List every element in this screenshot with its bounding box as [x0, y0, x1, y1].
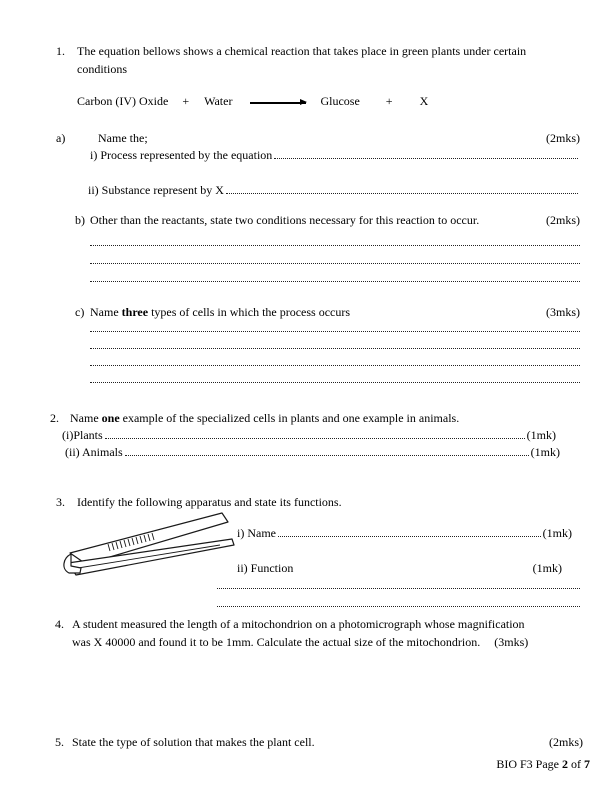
answer-line	[217, 571, 580, 589]
footer-prefix: BIO F3 Page	[496, 757, 562, 771]
equation-product-1: Glucose	[320, 94, 360, 108]
answer-line	[90, 315, 580, 332]
question-1	[56, 42, 578, 78]
answer-line	[90, 332, 580, 349]
question-1a-i-text: i) Process represented by the equation	[90, 148, 273, 162]
answer-line	[90, 366, 580, 383]
question-2-ii-text: (ii) Animals	[65, 445, 123, 459]
question-5-text: State the type of solution that makes the plant cell.	[72, 735, 315, 749]
answer-line	[217, 589, 580, 607]
question-5-number: 5.	[55, 735, 64, 749]
equation-reactant-2: Water	[204, 94, 233, 108]
question-1b-label: b)	[75, 213, 85, 227]
question-3-ii-text: ii) Function	[237, 561, 294, 575]
question-4-line2: was X 40000 and found it to be 1mm. Calculate the actual size of the mitochondrion.	[72, 635, 481, 649]
question-1b-text: Other than the reactants, state two conditions necessary for this reaction to occur.	[90, 213, 480, 227]
answer-line	[90, 228, 580, 246]
equation-plus-2: +	[385, 94, 393, 108]
question-1a-prompt: Name the;	[98, 131, 148, 145]
question-1a-label: a)	[56, 131, 66, 145]
footer-page-number: 2	[562, 757, 568, 771]
page-footer	[496, 756, 590, 773]
question-2-text-post: example of the specialized cells in plants and one example in animals.	[119, 411, 460, 425]
question-1-line1: The equation bellows shows a chemical reaction that takes place in green plants under certain	[77, 44, 527, 58]
answer-line	[90, 349, 580, 366]
question-1c-text-pre: Name	[90, 305, 122, 319]
equation-product-2: X	[419, 94, 429, 108]
footer-total-pages: 7	[584, 757, 590, 771]
question-2-i-marks: (1mk)	[526, 428, 556, 442]
question-3-answer-lines	[217, 571, 580, 607]
question-4	[55, 615, 580, 651]
question-1c-label: c)	[75, 305, 85, 319]
answer-line	[90, 246, 580, 264]
question-2-text-bold: one	[101, 411, 120, 425]
question-4-line2-wrap	[72, 633, 528, 651]
question-3-i	[237, 525, 572, 542]
question-2-i-text: (i)Plants	[62, 428, 103, 442]
reaction-arrow-icon	[250, 102, 306, 103]
question-3-number: 3.	[56, 495, 65, 509]
question-1c-text-bold: three	[121, 305, 149, 319]
question-1c-answer-lines	[90, 315, 580, 383]
question-3-ii-marks: (1mk)	[532, 561, 562, 575]
question-4-marks: (3mks)	[494, 635, 529, 649]
answer-line	[90, 264, 580, 282]
question-3-i-text: i) Name	[237, 526, 276, 540]
question-1a-marks: (2mks)	[546, 131, 580, 145]
question-1-line2: conditions	[77, 62, 127, 76]
question-4-text	[72, 615, 528, 651]
question-1c-text-post: types of cells in which the process occurs	[148, 305, 351, 319]
question-1b-marks: (2mks)	[546, 213, 580, 227]
question-2	[50, 410, 580, 427]
dotted-answer-leader	[278, 536, 541, 537]
question-2-text	[70, 410, 459, 427]
dotted-answer-leader	[226, 193, 578, 194]
question-1a	[56, 130, 580, 147]
question-3-text: Identify the following apparatus and state its functions.	[77, 495, 342, 509]
question-4-number: 4.	[55, 617, 64, 631]
question-2-ii	[65, 444, 560, 461]
forceps-illustration	[62, 503, 237, 581]
question-5-marks: (2mks)	[549, 735, 583, 749]
question-2-i	[62, 427, 556, 444]
equation-plus-1: +	[182, 94, 190, 108]
question-2-number: 2.	[50, 411, 59, 425]
question-1-text	[77, 42, 526, 78]
question-2-text-pre: Name	[70, 411, 102, 425]
dotted-answer-leader	[274, 158, 578, 159]
question-1b-answer-lines	[90, 228, 580, 282]
question-1a-ii-text: ii) Substance represent by X	[88, 183, 224, 197]
dotted-answer-leader	[125, 455, 529, 456]
equation-reactant-1: Carbon (IV) Oxide	[77, 94, 169, 108]
dotted-answer-leader	[105, 438, 525, 439]
chemical-equation	[77, 93, 428, 110]
question-1c-marks: (3mks)	[546, 305, 580, 319]
question-1-number: 1.	[56, 44, 65, 58]
question-1b	[75, 212, 580, 229]
question-1a-ii	[88, 182, 580, 199]
footer-of: of	[568, 757, 584, 771]
question-5	[55, 734, 583, 751]
question-3-i-marks: (1mk)	[542, 526, 572, 540]
question-2-ii-marks: (1mk)	[530, 445, 560, 459]
question-1a-i	[90, 147, 580, 164]
question-4-line1: A student measured the length of a mitochondrion on a photomicrograph whose magnification	[72, 617, 525, 631]
